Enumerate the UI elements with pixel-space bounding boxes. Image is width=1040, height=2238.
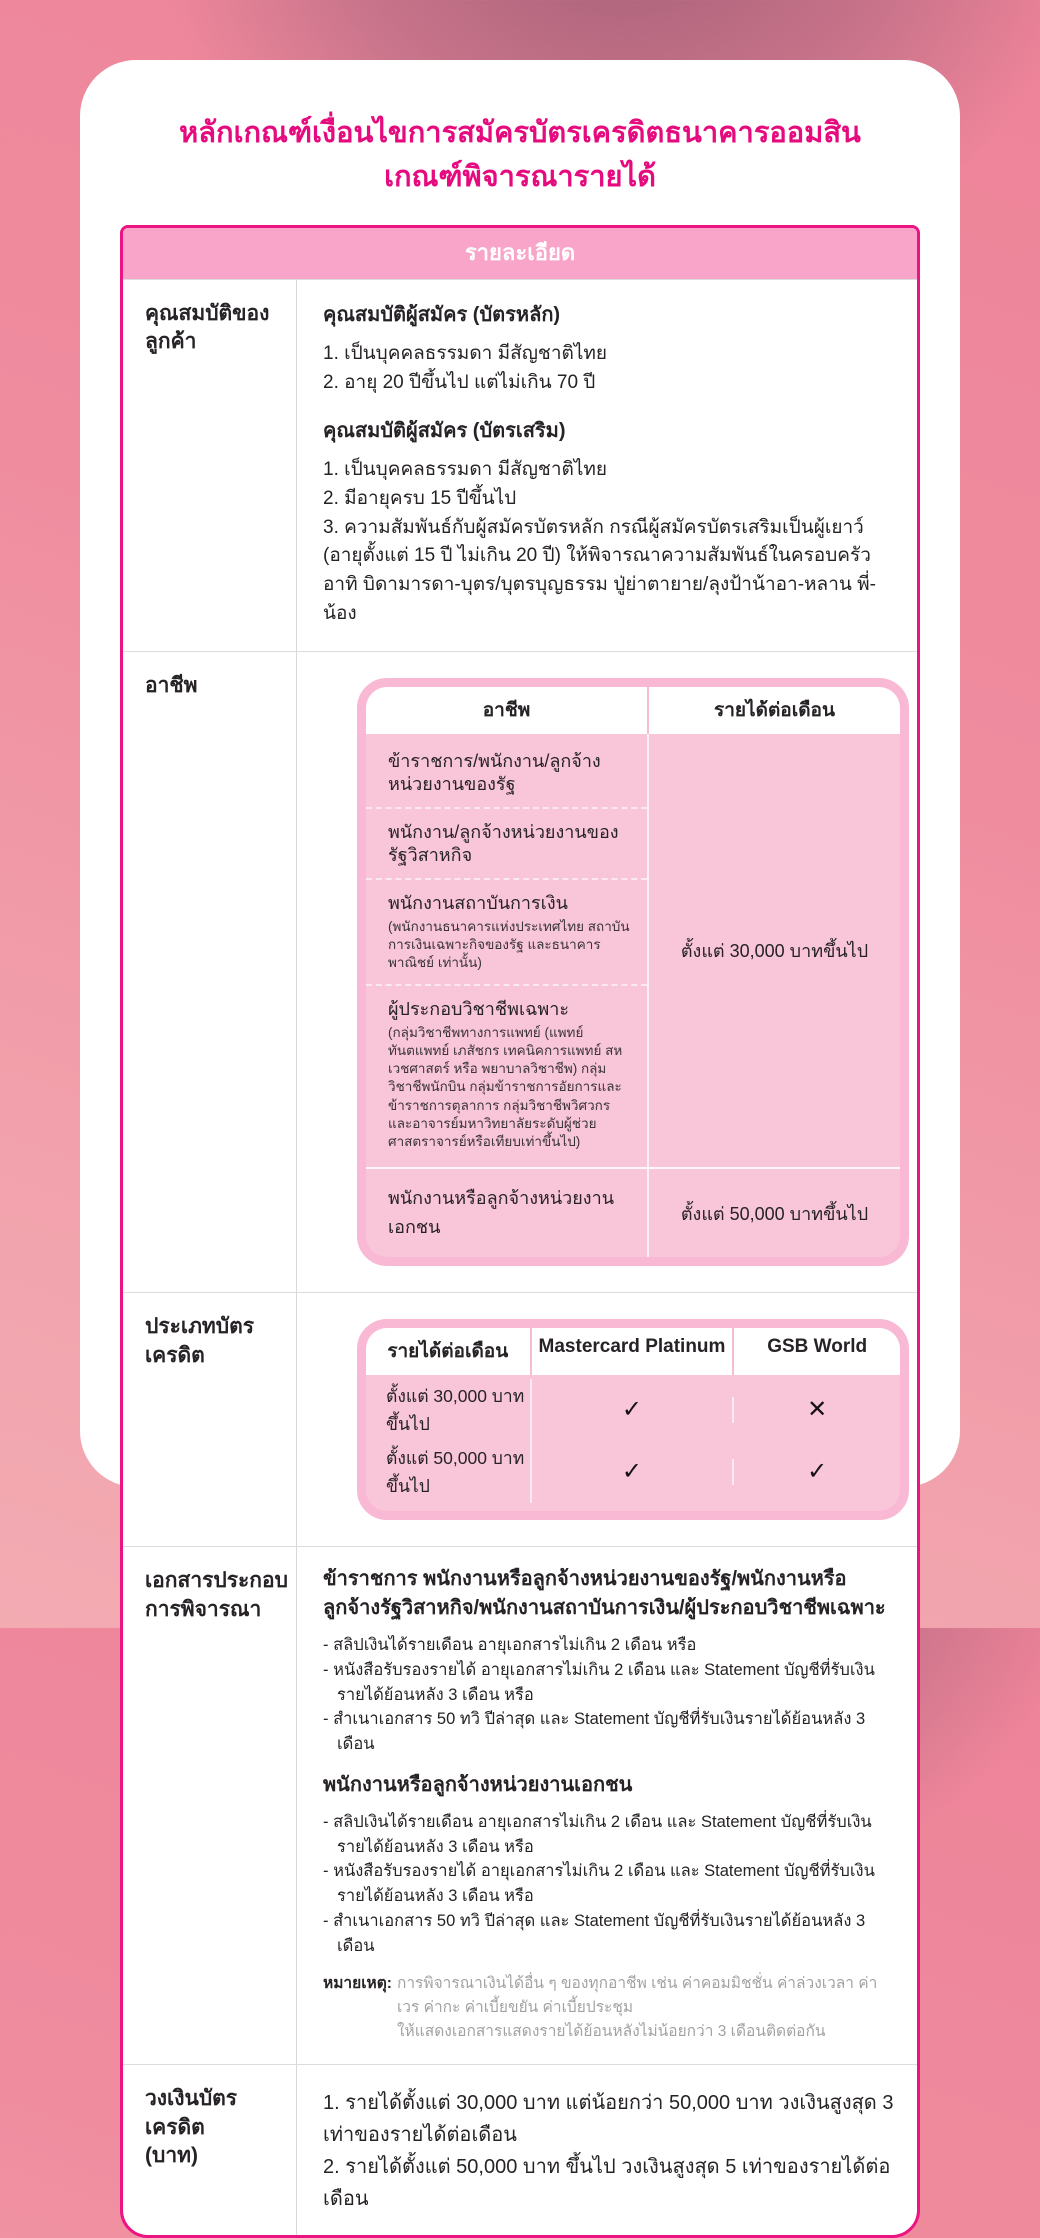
occupation-group-30000 — [366, 734, 900, 1167]
list-item: 2. มีอายุครบ 15 ปีขึ้นไป — [323, 487, 517, 509]
income-col-header: รายได้ต่อเดือน — [714, 700, 835, 721]
card-types-table-body — [366, 1375, 900, 1511]
card-type-row — [366, 1441, 900, 1503]
table-row-documents — [123, 1546, 917, 2064]
note-line1: การพิจารณาเงินได้อื่น ๆ ของทุกอาชีพ เช่น ค่าคอมมิชชั่น ค่าล่วงเวลา ค่าเวร ค่ากะ ค่าเบี้ยขยัน ค่าเบี้ยประชุม — [396, 1975, 878, 2017]
income-threshold-50000: ตั้งแต่ 50,000 บาทขึ้นไป — [680, 1203, 869, 1224]
row-label-line: การพิจารณา — [145, 1597, 262, 1621]
check-icon: ✓ — [621, 1457, 643, 1485]
occupation-name: พนักงาน/ลูกจ้างหน่วยงานของรัฐวิสาหกิจ — [388, 822, 619, 865]
document-item: - สำเนาเอกสาร 50 ทวิ ปีล่าสุด และ Statement บัญชีที่รับเงินรายได้ย้อนหลัง 3 เดือน — [323, 1911, 866, 1955]
documents-note — [323, 1972, 895, 2044]
list-item: 2. อายุ 20 ปีขึ้นไป แต่ไม่เกิน 70 ปี — [323, 371, 596, 393]
documents-cell — [296, 1547, 917, 2064]
document-item: - สำเนาเอกสาร 50 ทวิ ปีล่าสุด และ Statement บัญชีที่รับเงินรายได้ย้อนหลัง 3 เดือน — [323, 1710, 866, 1754]
occupation-detail: (พนักงานธนาคารแห่งประเทศไทย สถาบันการเงินเฉพาะกิจของรัฐ และธนาคารพาณิชย์ เท่านั้น) — [388, 918, 630, 970]
row-label-line: (บาท) — [145, 2144, 198, 2168]
row-label-line: วงเงินบัตรเครดิต — [145, 2087, 238, 2139]
card-types-table — [357, 1319, 909, 1520]
list-item: 2. รายได้ตั้งแต่ 50,000 บาท ขึ้นไป วงเงินสูงสุด 5 เท่าของรายได้ต่อเดือน — [323, 2156, 891, 2211]
documents-group1-items — [323, 1633, 895, 1757]
page-title — [80, 112, 960, 199]
occupation-cell — [296, 652, 920, 1292]
occupation-name: ข้าราชการ/พนักงาน/ลูกจ้างหน่วยงานของรัฐ — [388, 751, 601, 794]
income-value: ตั้งแต่ 30,000 บาทขึ้นไป — [366, 1379, 532, 1441]
list-item: 1. รายได้ตั้งแต่ 30,000 บาท แต่น้อยกว่า 50,000 บาท วงเงินสูงสุด 3 เท่าของรายได้ต่อเดือน — [323, 2092, 894, 2147]
list-item: 1. เป็นบุคคลธรรมดา มีสัญชาติไทย — [323, 458, 608, 480]
gsb-world-col-header: GSB World — [767, 1336, 868, 1358]
details-table — [120, 225, 920, 2238]
page-title-line1: หลักเกณฑ์เงื่อนไขการสมัครบัตรเครดิตธนาคารออมสิน — [179, 117, 861, 149]
note-text — [397, 1972, 895, 2044]
occupation-name: พนักงานหรือลูกจ้างหน่วยงานเอกชน — [366, 1169, 649, 1257]
occupation-table — [357, 678, 909, 1266]
table-row-qualifications — [123, 279, 917, 651]
table-row-occupation — [123, 651, 917, 1292]
income-threshold-30000: ตั้งแต่ 30,000 บาทขึ้นไป — [680, 941, 869, 962]
row-label-qualifications: คุณสมบัติของลูกค้า — [145, 302, 270, 354]
credit-limit-cell — [296, 2065, 917, 2235]
check-icon: ✓ — [807, 1457, 828, 1485]
occupation-group-50000 — [366, 1167, 900, 1257]
occupation-row — [366, 880, 647, 986]
card-types-cell — [296, 1293, 920, 1546]
main-card-items — [323, 340, 895, 398]
document-item: - สลิปเงินได้รายเดือน อายุเอกสารไม่เกิน 2 เดือน และ Statement บัญชีที่รับเงินรายได้ย้อนหลัง 3 เดือน หรือ — [323, 1812, 872, 1856]
documents-group1-heading: ข้าราชการ พนักงานหรือลูกจ้างหน่วยงานของรัฐ/พนักงานหรือลูกจ้างรัฐวิสาหกิจ/พนักงานสถาบันการเงิน/ผู้ประกอบวิชาชีพเฉพาะ — [323, 1568, 886, 1620]
content-card — [80, 60, 960, 2211]
occupation-name: พนักงานสถาบันการเงิน — [388, 893, 568, 913]
credit-limit-items — [323, 2083, 895, 2215]
main-card-heading: คุณสมบัติผู้สมัคร (บัตรหลัก) — [323, 304, 561, 326]
list-item: 1. เป็นบุคคลธรรมดา มีสัญชาติไทย — [323, 343, 608, 364]
occupation-row — [366, 809, 647, 880]
occupation-list — [366, 734, 649, 1167]
documents-group2-heading: พนักงานหรือลูกจ้างหน่วยงานเอกชน — [323, 1773, 633, 1796]
row-label-line: เอกสารประกอบ — [145, 1569, 288, 1593]
note-label: หมายเหตุ: — [323, 1975, 392, 1993]
row-label-card-types: ประเภทบัตรเครดิต — [145, 1315, 254, 1367]
income-value: ตั้งแต่ 50,000 บาทขึ้นไป — [366, 1441, 532, 1503]
occupation-row — [366, 986, 647, 1163]
income-col-header: รายได้ต่อเดือน — [366, 1328, 532, 1375]
occupation-table-header — [366, 687, 900, 734]
details-table-header: รายละเอียด — [123, 228, 917, 279]
document-item: - หนังสือรับรองรายได้ อายุเอกสารไม่เกิน 2 เดือน และ Statement บัญชีที่รับเงินรายได้ย้อนหลัง 3 เดือน หรือ — [323, 1862, 875, 1906]
list-item: 3. ความสัมพันธ์กับผู้สมัครบัตรหลัก กรณีผู้สมัครบัตรเสริมเป็นผู้เยาว์ (อายุตั้งแต่ 15 ปี ไม่เกิน 20 ปี) ให้พิจารณาความสัมพันธ์ในครอบครัว อาทิ บิดามารดา-บุตร/บุตรบุญธรรม ปู่ย่าตายาย/ลุงป้าน้าอา-หลาน พี่-น้อง — [323, 516, 876, 625]
document-item: - หนังสือรับรองรายได้ อายุเอกสารไม่เกิน 2 เดือน และ Statement บัญชีที่รับเงินรายได้ย้อนหลัง 3 เดือน หรือ — [323, 1660, 875, 1704]
supp-card-items — [323, 456, 895, 629]
supp-card-heading: คุณสมบัติผู้สมัคร (บัตรเสริม) — [323, 419, 566, 442]
check-icon: ✓ — [621, 1395, 643, 1423]
occupation-name: ผู้ประกอบวิชาชีพเฉพาะ — [388, 999, 570, 1020]
mastercard-platinum-col-header: Mastercard Platinum — [532, 1328, 735, 1375]
cross-icon: ✕ — [807, 1395, 828, 1423]
document-item: - สลิปเงินได้รายเดือน อายุเอกสารไม่เกิน 2 เดือน หรือ — [323, 1636, 697, 1655]
note-line2: ให้แสดงเอกสารแสดงรายได้ย้อนหลังไม่น้อยกว่า 3 เดือนติดต่อกัน — [396, 2023, 826, 2041]
qualifications-cell — [296, 280, 917, 651]
table-row-credit-limit — [123, 2064, 917, 2235]
row-label-documents — [123, 1547, 296, 2064]
table-row-card-types — [123, 1292, 917, 1546]
card-type-row — [366, 1379, 900, 1441]
occupation-col-header: อาชีพ — [366, 687, 649, 734]
card-types-table-header — [366, 1328, 900, 1375]
row-label-credit-limit — [123, 2065, 296, 2235]
documents-group2-items — [323, 1810, 895, 1959]
row-label-occupation: อาชีพ — [145, 674, 198, 697]
page-title-line2: เกณฑ์พิจารณารายได้ — [384, 160, 656, 193]
occupation-row — [366, 738, 647, 809]
occupation-detail: (กลุ่มวิชาชีพทางการแพทย์ (แพทย์ ทันตแพทย์ เภสัชกร เทคนิคการแพทย์ สหเวชศาสตร์ หรือ พยาบาลวิชาชีพ) กลุ่มวิชาชีพนักบิน กลุ่มข้าราชการอัยการและข้าราชการตุลาการ กลุ่มวิชาชีพวิศวกร และอาจารย์มหาวิทยาลัยระดับผู้ช่วยศาสตราจารย์หรือเทียบเท่าขึ้นไป) — [388, 1024, 623, 1149]
